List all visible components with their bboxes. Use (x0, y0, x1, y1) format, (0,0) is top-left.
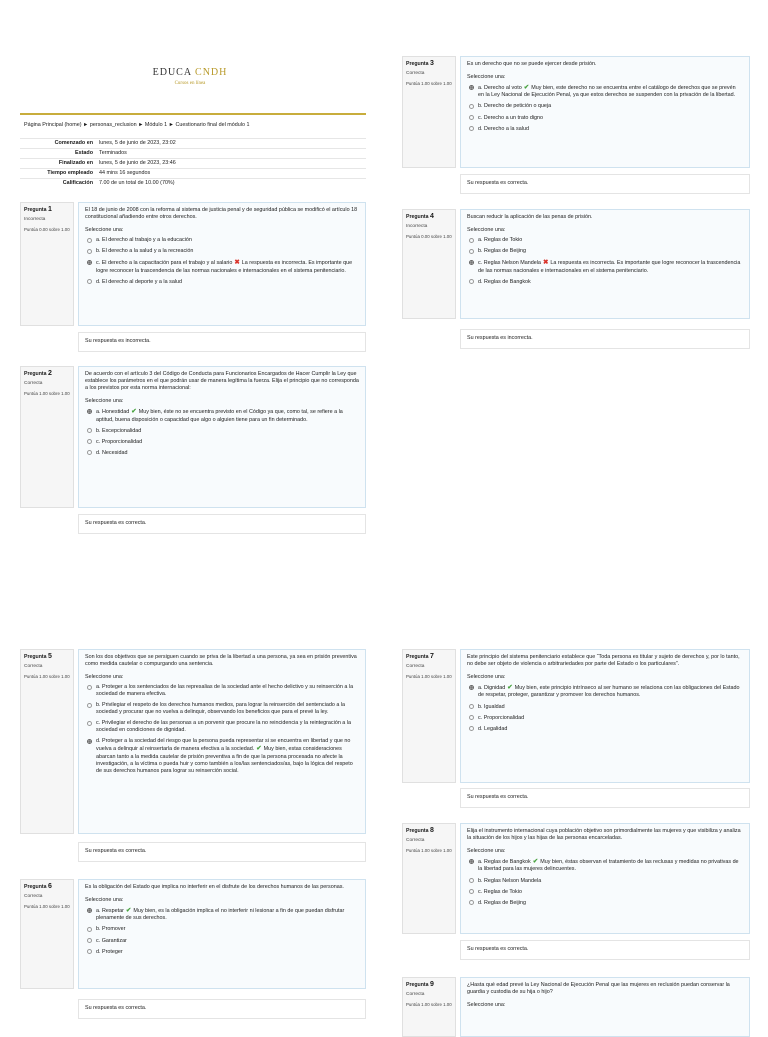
option-text: a. Respetar ✔ Muy bien, es la obligación implica el no interferir ni lesionar a fin de que puedan disfrutar plenamente de sus derechos. (96, 907, 345, 922)
option-text: b. Reglas de Beijing (478, 248, 526, 255)
option-text: d. Necesidad (96, 449, 128, 456)
breadcrumb[interactable]: Página Principal (home) ► personas_reclusion ► Módulo 1 ► Cuestionario final del módulo 1 (24, 122, 250, 128)
radio-button[interactable] (469, 115, 474, 120)
select-prompt: Seleccione una: (85, 674, 124, 681)
question-points: Puntúa 1.00 sobre 1.00 (406, 674, 452, 680)
question-text: Es la obligación del Estado que implica no interferir en el disfrute de los derechos humanos de las personas. (85, 884, 344, 890)
select-prompt: Seleccione una: (467, 674, 506, 681)
select-prompt: Seleccione una: (467, 74, 506, 81)
answer-option[interactable] (467, 259, 743, 274)
question-content (78, 879, 366, 989)
answer-option[interactable] (85, 450, 359, 457)
question-text: Elija el instrumento internacional cuya población objetivo son primordialmente las mujeres y que visibiliza y analiza la situación de los hijos y las hijas de las personas encarceladas. (467, 828, 741, 842)
radio-button[interactable] (469, 85, 474, 90)
radio-button[interactable] (469, 104, 474, 109)
option-feedback: Muy bien, este derecho no se encuentra entre el catálogo de derechos que se prevén en la Ley Nacional de Ejecución Penal, ya que estos derechos se suspenden con la privación de la libertad. (478, 85, 736, 99)
answer-option[interactable] (467, 704, 743, 711)
answer-option[interactable] (467, 237, 743, 244)
answer-option[interactable] (85, 702, 359, 716)
answer-feedback: Su respuesta es correcta. (460, 174, 750, 194)
cross-icon: ✖ (542, 259, 549, 267)
radio-button[interactable] (87, 409, 92, 414)
answer-option[interactable] (85, 926, 359, 933)
question-number: Pregunta 8 (406, 827, 434, 834)
option-text: b. Excepcionalidad (96, 427, 142, 434)
option-feedback: Muy bien, éstas observan el tratamiento de las reclusas y medidas no privativas de la libertad para las mujeres delincuentes. (478, 859, 739, 873)
attempt-summary-table (20, 138, 366, 188)
radio-button[interactable] (87, 927, 92, 932)
option-text: d. Legalidad (478, 725, 508, 732)
option-text: a. Reglas de Bangkok ✔ Muy bien, éstas observan el tratamiento de las reclusas y medidas no privativas de la libertad para las mujeres delincuentes. (478, 858, 739, 873)
question-info (402, 209, 456, 319)
summary-row (20, 179, 366, 189)
option-text: c. Proporcionalidad (478, 714, 525, 721)
brand-name: EDUCA CNDH (152, 67, 228, 78)
question-status: Correcta (24, 664, 43, 670)
option-feedback: La respuesta es incorrecta. Es importante que logre reconocer la trascendencia de las normas nacionales e internacionales en el sistema penitenciario. (96, 260, 353, 274)
radio-button[interactable] (469, 878, 474, 883)
answer-option[interactable] (85, 738, 359, 775)
question-content (460, 209, 750, 319)
select-prompt: Seleccione una: (85, 398, 124, 405)
summary-row (20, 149, 366, 159)
question-points: Puntúa 1.00 sobre 1.00 (406, 1002, 452, 1008)
option-text: d. Derecho a la salud (478, 125, 529, 132)
question-status: Correcta (406, 664, 425, 670)
summary-label: Finalizado en (20, 159, 96, 169)
option-text: c. Garantizar (96, 937, 127, 944)
option-text: c. Reglas de Tokio (478, 888, 522, 895)
answer-option[interactable] (467, 900, 743, 907)
select-prompt: Seleccione una: (467, 227, 506, 234)
option-feedback: Muy bien, es la obligación implica el no interferir ni lesionar a fin de que puedan disfrutar plenamente de sus derechos. (96, 908, 345, 922)
question-info (402, 649, 456, 783)
answer-option[interactable] (467, 889, 743, 896)
question-number: Pregunta 7 (406, 653, 434, 660)
option-text: b. El derecho a la salud y a la recreación (96, 248, 194, 255)
question-card (402, 209, 750, 319)
radio-button[interactable] (87, 908, 92, 913)
option-feedback: Muy bien, éste no se encuentra previsto en el Código ya que, como tal, se refiere a la aptitud, buena disposición o capacidad que algo o alguien tiene para un fin determinado. (96, 409, 343, 423)
option-text: b. Derecho de petición o queja (478, 103, 552, 110)
radio-button[interactable] (87, 249, 92, 254)
question-status: Incorrecta (406, 224, 428, 230)
radio-button[interactable] (87, 260, 92, 265)
question-status: Correcta (24, 381, 43, 387)
question-card (20, 366, 366, 508)
question-content (78, 366, 366, 508)
radio-button[interactable] (87, 739, 92, 744)
radio-button[interactable] (469, 726, 474, 731)
option-feedback: Muy bien, este principio intrínseco al ser humano se relaciona con las obligaciones del Estado de respetar, proteger, garantizar y promover los derechos humanos. (478, 685, 740, 699)
question-info (20, 649, 74, 834)
radio-button[interactable] (87, 450, 92, 455)
summary-value: lunes, 5 de junio de 2023, 23:46 (96, 159, 366, 169)
radio-button[interactable] (469, 900, 474, 905)
option-feedback: Muy bien, estas consideraciones abarcan tanto a la medida cautelar de prisión preventiva a fin de que la persona procesada no afecte la investigación, a la víctima o pueda huir y como también a los/las sentenciados/as, bajo la lógica del respeto de sus derechos humanos para lograr su reinserción social. (96, 746, 353, 774)
question-info (20, 366, 74, 508)
summary-label: Calificación (20, 179, 96, 189)
option-text: a. Derecho al voto ✔ Muy bien, este derecho no se encuentra entre el catálogo de derechos que se prevén en la Ley Nacional de Ejecución Penal, ya que estos derechos se suspenden con la privación de la libertad. (478, 84, 736, 99)
answer-feedback: Su respuesta es correcta. (78, 842, 366, 862)
radio-button[interactable] (469, 279, 474, 284)
answer-option[interactable] (85, 408, 359, 423)
check-icon: ✔ (256, 745, 262, 753)
answer-option[interactable] (467, 279, 743, 286)
question-text: De acuerdo con el artículo 3 del Código de Conducta para Funcionarios Encargados de Hacer Cumplir la Ley que establece los parámetros en el que podrán usar de manera legítima la fuerza. Elija el principio que no corresponda a los previstos por esta norma internacional: (85, 371, 359, 392)
summary-row (20, 159, 366, 169)
summary-value: 7.00 de un total de 10.00 (70%) (96, 179, 366, 189)
option-text: c. Reglas Nelson Mandela ✖ La respuesta es incorrecta. Es importante que logre reconocer la trascendencia de las normas nacionales e internacionales en el sistema penitenciario. (478, 259, 741, 274)
question-content (460, 977, 750, 1037)
option-text: d. Reglas de Bangkok (478, 278, 531, 285)
summary-row (20, 139, 366, 149)
radio-button[interactable] (469, 126, 474, 131)
answer-option[interactable] (467, 858, 743, 873)
question-content (460, 823, 750, 934)
option-text: a. Dignidad ✔ Muy bien, este principio intrínseco al ser humano se relaciona con las obligaciones del Estado de respetar, proteger, garantizar y promover los derechos humanos. (478, 684, 740, 699)
question-text: Buscan reducir la aplicación de las penas de prisión. (467, 214, 593, 220)
check-icon: ✔ (532, 858, 539, 866)
answer-option[interactable] (85, 279, 359, 286)
answer-option[interactable] (85, 684, 359, 698)
radio-button[interactable] (469, 685, 474, 690)
answer-option[interactable] (85, 720, 359, 734)
option-text: d. Proteger (96, 948, 123, 955)
question-number: Pregunta 9 (406, 981, 434, 988)
question-number: Pregunta 1 (24, 206, 52, 213)
answer-feedback: Su respuesta es correcta. (460, 788, 750, 808)
select-prompt: Seleccione una: (85, 897, 124, 904)
option-text: a. Honestidad ✔ Muy bien, éste no se encuentra previsto en el Código ya que, como tal, se refiere a la aptitud, buena disposición o capacidad que algo o alguien tiene para un fin determinado. (96, 408, 343, 423)
summary-value: Terminados (96, 149, 366, 159)
question-card (20, 649, 366, 834)
question-card (402, 823, 750, 934)
option-text: b. Reglas Nelson Mandela (478, 877, 542, 884)
radio-button[interactable] (469, 889, 474, 894)
radio-button[interactable] (87, 703, 92, 708)
summary-row (20, 169, 366, 179)
radio-button[interactable] (87, 428, 92, 433)
select-prompt: Seleccione una: (467, 1002, 506, 1009)
question-content (78, 649, 366, 834)
question-text: Este principio del sistema penitenciario establece que “Toda persona es titular y sujeto de derechos y, por lo tanto, no debe ser objeto de violencia o arbitrariedades por parte del Estado o los particulares”. (467, 654, 740, 668)
check-icon: ✔ (523, 84, 530, 92)
option-text: c. Proporcionalidad (96, 438, 143, 445)
radio-button[interactable] (87, 439, 92, 444)
question-points: Puntúa 1.00 sobre 1.00 (24, 674, 70, 680)
summary-label: Estado (20, 149, 96, 159)
summary-label: Comenzado en (20, 139, 96, 149)
summary-value: lunes, 5 de junio de 2023, 23:02 (96, 139, 366, 149)
radio-button[interactable] (87, 279, 92, 284)
header-divider (20, 113, 366, 115)
answer-option[interactable] (467, 84, 743, 99)
question-points: Puntúa 1.00 sobre 1.00 (24, 391, 70, 397)
question-card (402, 649, 750, 783)
answer-option[interactable] (467, 726, 743, 733)
question-info (20, 879, 74, 989)
radio-button[interactable] (87, 685, 92, 690)
site-logo (130, 66, 250, 88)
option-text: d. Reglas de Beijing (478, 899, 526, 906)
option-text: c. Derecho a un trato digno (478, 114, 544, 121)
question-info (402, 823, 456, 934)
question-points: Puntúa 1.00 sobre 1.00 (406, 848, 452, 854)
option-text: b. Privilegiar el respeto de los derechos humanos medios, para lograr la reinserción del sentenciado a la sociedad y procurar que no vuelva a delinquir, observando los beneficios que para el prevé la ley. (96, 702, 346, 716)
answer-option[interactable] (467, 715, 743, 722)
radio-button[interactable] (469, 249, 474, 254)
answer-feedback: Su respuesta es correcta. (78, 999, 366, 1019)
option-text: d. Proteger a la sociedad del riesgo que la persona pueda representar si se encuentra en libertad y que no vuelva a delinquir al reinsertarla de manera efectiva a la sociedad. ✔ Muy bien, estas consideraciones abarcan tanto a la medida cautelar de prisión preventiva a fin de que la persona procesada no afecte la investigación, a la víctima o pueda huir y como también a los/las sentenciados/as, bajo la lógica del respeto de sus derechos humanos para lograr su reinserción social. (96, 738, 353, 774)
question-text: El 18 de junio de 2008 con la reforma al sistema de justicia penal y de seguridad pública se modificó el artículo 18 constitucional añadiendo entre otros derechos. (85, 207, 358, 221)
answer-option[interactable] (85, 949, 359, 956)
question-status: Correcta (24, 894, 43, 900)
answer-option[interactable] (467, 115, 743, 122)
question-points: Puntúa 0.00 sobre 1.00 (24, 227, 70, 233)
option-feedback: La respuesta es incorrecta. Es importante que logre reconocer la trascendencia de las normas nacionales e internacionales en el sistema penitenciario. (478, 260, 741, 274)
radio-button[interactable] (469, 715, 474, 720)
answer-option[interactable] (85, 938, 359, 945)
radio-button[interactable] (469, 260, 474, 265)
brand-tagline: Cursos en línea (174, 81, 206, 86)
answer-option[interactable] (85, 237, 359, 244)
question-status: Correcta (406, 992, 425, 998)
check-icon: ✔ (507, 684, 513, 692)
summary-label: Tiempo empleado (20, 169, 96, 179)
answer-option[interactable] (467, 248, 743, 255)
answer-option[interactable] (467, 126, 743, 133)
radio-button[interactable] (87, 721, 92, 726)
radio-button[interactable] (469, 238, 474, 243)
option-text: d. El derecho al deporte y a la salud (96, 278, 183, 285)
question-card (20, 879, 366, 989)
question-points: Puntúa 0.00 sobre 1.00 (406, 234, 452, 240)
select-prompt: Seleccione una: (467, 848, 506, 855)
radio-button[interactable] (469, 704, 474, 709)
check-icon: ✔ (125, 907, 132, 915)
cross-icon: ✖ (234, 259, 240, 267)
question-points: Puntúa 1.00 sobre 1.00 (24, 904, 70, 910)
answer-feedback: Su respuesta es incorrecta. (78, 332, 366, 352)
answer-option[interactable] (85, 259, 359, 274)
answer-option[interactable] (85, 439, 359, 446)
answer-option[interactable] (467, 103, 743, 110)
question-card (20, 202, 366, 326)
answer-feedback: Su respuesta es correcta. (460, 940, 750, 960)
radio-button[interactable] (87, 949, 92, 954)
radio-button[interactable] (469, 859, 474, 864)
option-text: b. Promover (96, 926, 126, 933)
answer-option[interactable] (467, 684, 743, 699)
question-text: ¿Hasta qué edad prevé la Ley Nacional de Ejecución Penal que las mujeres en reclusión puedan conservar la guardia y custodia de su hija o hijo? (467, 982, 730, 996)
question-text: Es un derecho que no se puede ejercer desde prisión. (467, 61, 597, 67)
check-icon: ✔ (131, 408, 137, 416)
option-text: a. Reglas de Tokio (478, 237, 523, 244)
question-card (402, 56, 750, 168)
question-points: Puntúa 1.00 sobre 1.00 (406, 81, 452, 87)
radio-button[interactable] (87, 938, 92, 943)
question-number: Pregunta 6 (24, 883, 52, 890)
question-info (20, 202, 74, 326)
select-prompt: Seleccione una: (85, 227, 124, 234)
answer-option[interactable] (467, 878, 743, 885)
question-content (460, 649, 750, 783)
question-status: Correcta (406, 838, 425, 844)
answer-option[interactable] (85, 907, 359, 922)
answer-option[interactable] (85, 248, 359, 255)
question-info (402, 56, 456, 168)
option-text: c. Privilegiar el derecho de las personas a un porvenir que procure la no reincidencia y la reintegración a la sociedad en condiciones de dignidad. (96, 720, 352, 734)
question-content (460, 56, 750, 168)
question-text: Son los dos objetivos que se persiguen cuando se priva de la libertad a una persona, ya sea en prisión preventiva como medida cautelar o compurgando una sentencia. (85, 654, 357, 668)
question-card (402, 977, 750, 1037)
question-content (78, 202, 366, 326)
answer-feedback: Su respuesta es incorrecta. (460, 329, 750, 349)
radio-button[interactable] (87, 238, 92, 243)
option-text: a. Proteger a los sentenciados de las represalias de la sociedad ante el hecho delictivo y su reinserción a la sociedad de manera efectiva. (96, 684, 354, 698)
option-text: b. Igualdad (478, 703, 505, 710)
question-number: Pregunta 5 (24, 653, 52, 660)
summary-value: 44 mins 16 segundos (96, 169, 366, 179)
question-number: Pregunta 3 (406, 60, 434, 67)
option-text: c. El derecho a la capacitación para el trabajo y al salario ✖ La respuesta es incorrecta. Es importante que logre reconocer la trascendencia de las normas nacionales e internacionales en el sistema penitenciario. (96, 259, 353, 274)
answer-option[interactable] (85, 428, 359, 435)
question-status: Correcta (406, 71, 425, 77)
question-number: Pregunta 4 (406, 213, 434, 220)
answer-feedback: Su respuesta es correcta. (78, 514, 366, 534)
question-status: Incorrecta (24, 217, 46, 223)
question-info (402, 977, 456, 1037)
question-number: Pregunta 2 (24, 370, 52, 377)
option-text: a. El derecho al trabajo y a la educación (96, 237, 192, 244)
